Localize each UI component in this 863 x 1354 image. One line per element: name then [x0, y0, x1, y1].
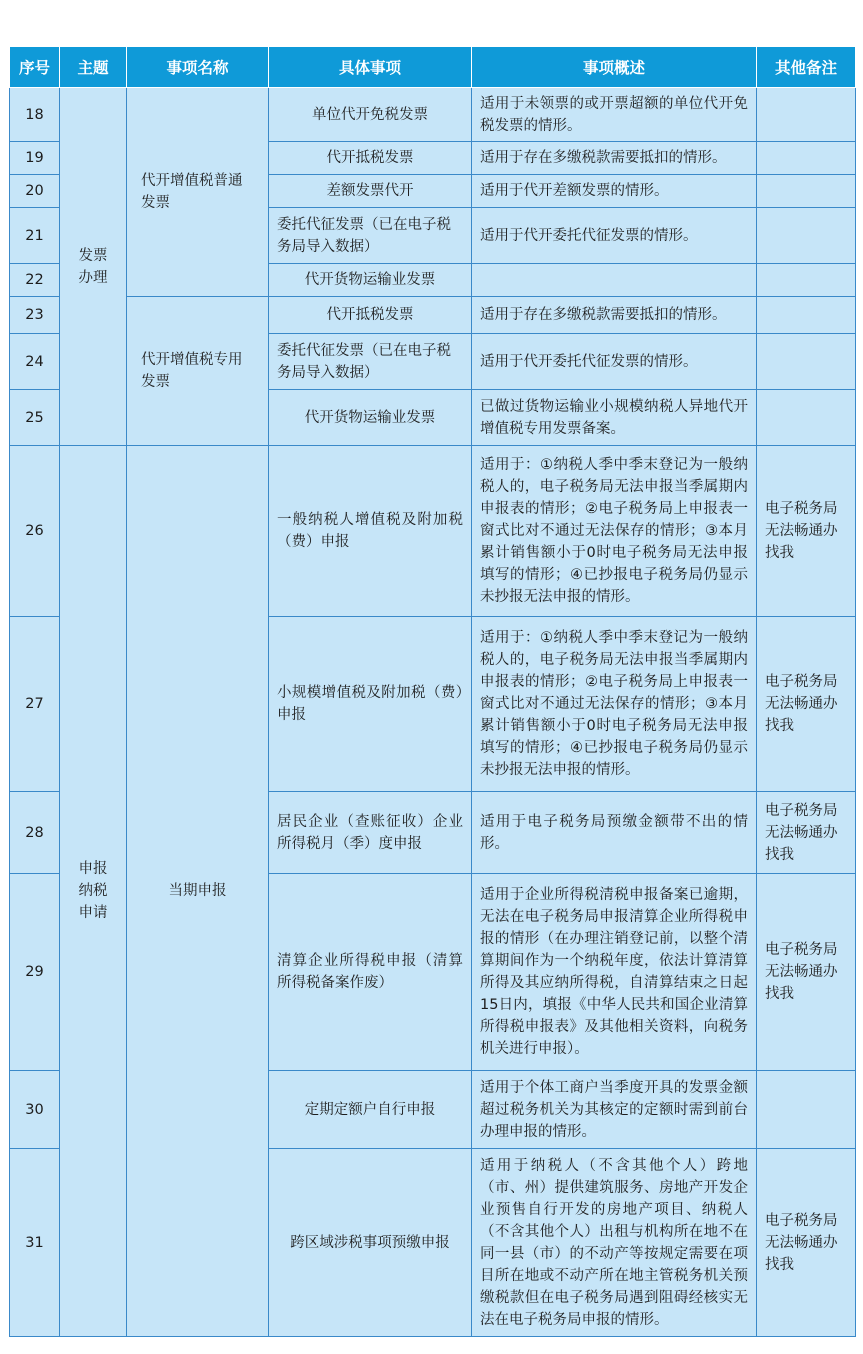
- description: 适用于：①纳税人季中季末登记为一般纳税人的，电子税务局无法申报当季属期内申报表的情形；②电子税务局上申报表一窗式比对不通过无法保存的情形；③本月累计销售额小于0时电子税务局无法申报填写的情形；④已抄报电子税务局仍显示未抄报无法申报的情形。: [472, 617, 757, 792]
- note: [757, 1071, 856, 1149]
- note: [757, 264, 856, 297]
- table-row: [10, 446, 856, 617]
- row-number: 19: [10, 142, 60, 175]
- note: 电子税务局无法畅通办找我: [757, 1149, 856, 1337]
- tax-matters-table: [9, 46, 856, 1337]
- note: [757, 88, 856, 142]
- note: [757, 334, 856, 390]
- specific-item: 代开抵税发票: [269, 297, 472, 334]
- matter-name-label: 当期申报: [168, 883, 227, 899]
- header-notes: 其他备注: [757, 47, 856, 88]
- description: 已做过货物运输业小规模纳税人异地代开增值税专用发票备案。: [472, 390, 757, 446]
- row-number: 21: [10, 208, 60, 264]
- topic-cell: [60, 446, 127, 1337]
- header-topic: 主题: [60, 47, 127, 88]
- note: 电子税务局无法畅通办找我: [757, 792, 856, 874]
- table-header-row: [10, 47, 856, 88]
- description: [472, 264, 757, 297]
- row-number: 29: [10, 874, 60, 1071]
- row-number: 25: [10, 390, 60, 446]
- specific-item: 代开抵税发票: [269, 142, 472, 175]
- row-number: 20: [10, 175, 60, 208]
- matter-name-cell: [127, 446, 269, 1337]
- row-number: 22: [10, 264, 60, 297]
- specific-item: 跨区域涉税事项预缴申报: [269, 1149, 472, 1337]
- row-number: 31: [10, 1149, 60, 1337]
- specific-item: 代开货物运输业发票: [269, 264, 472, 297]
- header-seq: 序号: [10, 47, 60, 88]
- specific-item: 差额发票代开: [269, 175, 472, 208]
- specific-item: 居民企业（查账征收）企业所得税月（季）度申报: [269, 792, 472, 874]
- specific-item: 代开货物运输业发票: [269, 390, 472, 446]
- topic-cell: [60, 88, 127, 446]
- table-row: [10, 88, 856, 142]
- table-row: [10, 297, 856, 334]
- row-number: 26: [10, 446, 60, 617]
- description: 适用于代开差额发票的情形。: [472, 175, 757, 208]
- topic-label: 发票 办理: [78, 247, 108, 286]
- topic-label: 申报 纳税 申请: [78, 861, 108, 921]
- header-specific-item: 具体事项: [269, 47, 472, 88]
- description: 适用于代开委托代征发票的情形。: [472, 334, 757, 390]
- specific-item: 单位代开免税发票: [269, 88, 472, 142]
- note: [757, 208, 856, 264]
- matter-name-cell: [127, 88, 269, 297]
- header-matter-name: 事项名称: [127, 47, 269, 88]
- row-number: 27: [10, 617, 60, 792]
- specific-item: 清算企业所得税申报（清算所得税备案作废）: [269, 874, 472, 1071]
- specific-item: 委托代征发票（已在电子税务局导入数据）: [269, 334, 472, 390]
- note: [757, 175, 856, 208]
- description: 适用于纳税人（不含其他个人）跨地（市、州）提供建筑服务、房地产开发企业预售自行开发的房地产项目、纳税人（不含其他个人）出租与机构所在地不在同一县（市）的不动产等按规定需要在项目所在地或不动产所在地主管税务机关预缴税款但在电子税务局遇到阻碍经核实无法在电子税务局申报的情形。: [472, 1149, 757, 1337]
- specific-item: 委托代征发票（已在电子税务局导入数据）: [269, 208, 472, 264]
- note: [757, 297, 856, 334]
- note: 电子税务局无法畅通办找我: [757, 874, 856, 1071]
- description: 适用于代开委托代征发票的情形。: [472, 208, 757, 264]
- description: 适用于存在多缴税款需要抵扣的情形。: [472, 142, 757, 175]
- description: 适用于个体工商户当季度开具的发票金额超过税务机关为其核定的定额时需到前台办理申报的情形。: [472, 1071, 757, 1149]
- description: 适用于电子税务局预缴金额带不出的情形。: [472, 792, 757, 874]
- specific-item: 小规模增值税及附加税（费）申报: [269, 617, 472, 792]
- note: 电子税务局无法畅通办找我: [757, 617, 856, 792]
- row-number: 23: [10, 297, 60, 334]
- description: 适用于：①纳税人季中季末登记为一般纳税人的，电子税务局无法申报当季属期内申报表的情形；②电子税务局上申报表一窗式比对不通过无法保存的情形；③本月累计销售额小于0时电子税务局无法申报填写的情形；④已抄报电子税务局仍显示未抄报无法申报的情形。: [472, 446, 757, 617]
- description: 适用于企业所得税清税申报备案已逾期，无法在电子税务局申报清算企业所得税申报的情形（在办理注销登记前，以整个清算期间作为一个纳税年度，依法计算清算所得及其应纳所得税，自清算结束之日起15日内，填报《中华人民共和国企业清算所得税申报表》及其他相关资料，向税务机关进行申报）。: [472, 874, 757, 1071]
- row-number: 18: [10, 88, 60, 142]
- header-description: 事项概述: [472, 47, 757, 88]
- note: [757, 390, 856, 446]
- description: 适用于存在多缴税款需要抵扣的情形。: [472, 297, 757, 334]
- row-number: 28: [10, 792, 60, 874]
- matter-name-cell: [127, 297, 269, 446]
- row-number: 24: [10, 334, 60, 390]
- matter-name-label: 代开增值税普通 发票: [141, 173, 243, 211]
- description: 适用于未领票的或开票超额的单位代开免税发票的情形。: [472, 88, 757, 142]
- note: 电子税务局无法畅通办找我: [757, 446, 856, 617]
- matter-name-label: 代开增值税专用 发票: [141, 352, 243, 390]
- note: [757, 142, 856, 175]
- specific-item: 一般纳税人增值税及附加税（费）申报: [269, 446, 472, 617]
- row-number: 30: [10, 1071, 60, 1149]
- specific-item: 定期定额户自行申报: [269, 1071, 472, 1149]
